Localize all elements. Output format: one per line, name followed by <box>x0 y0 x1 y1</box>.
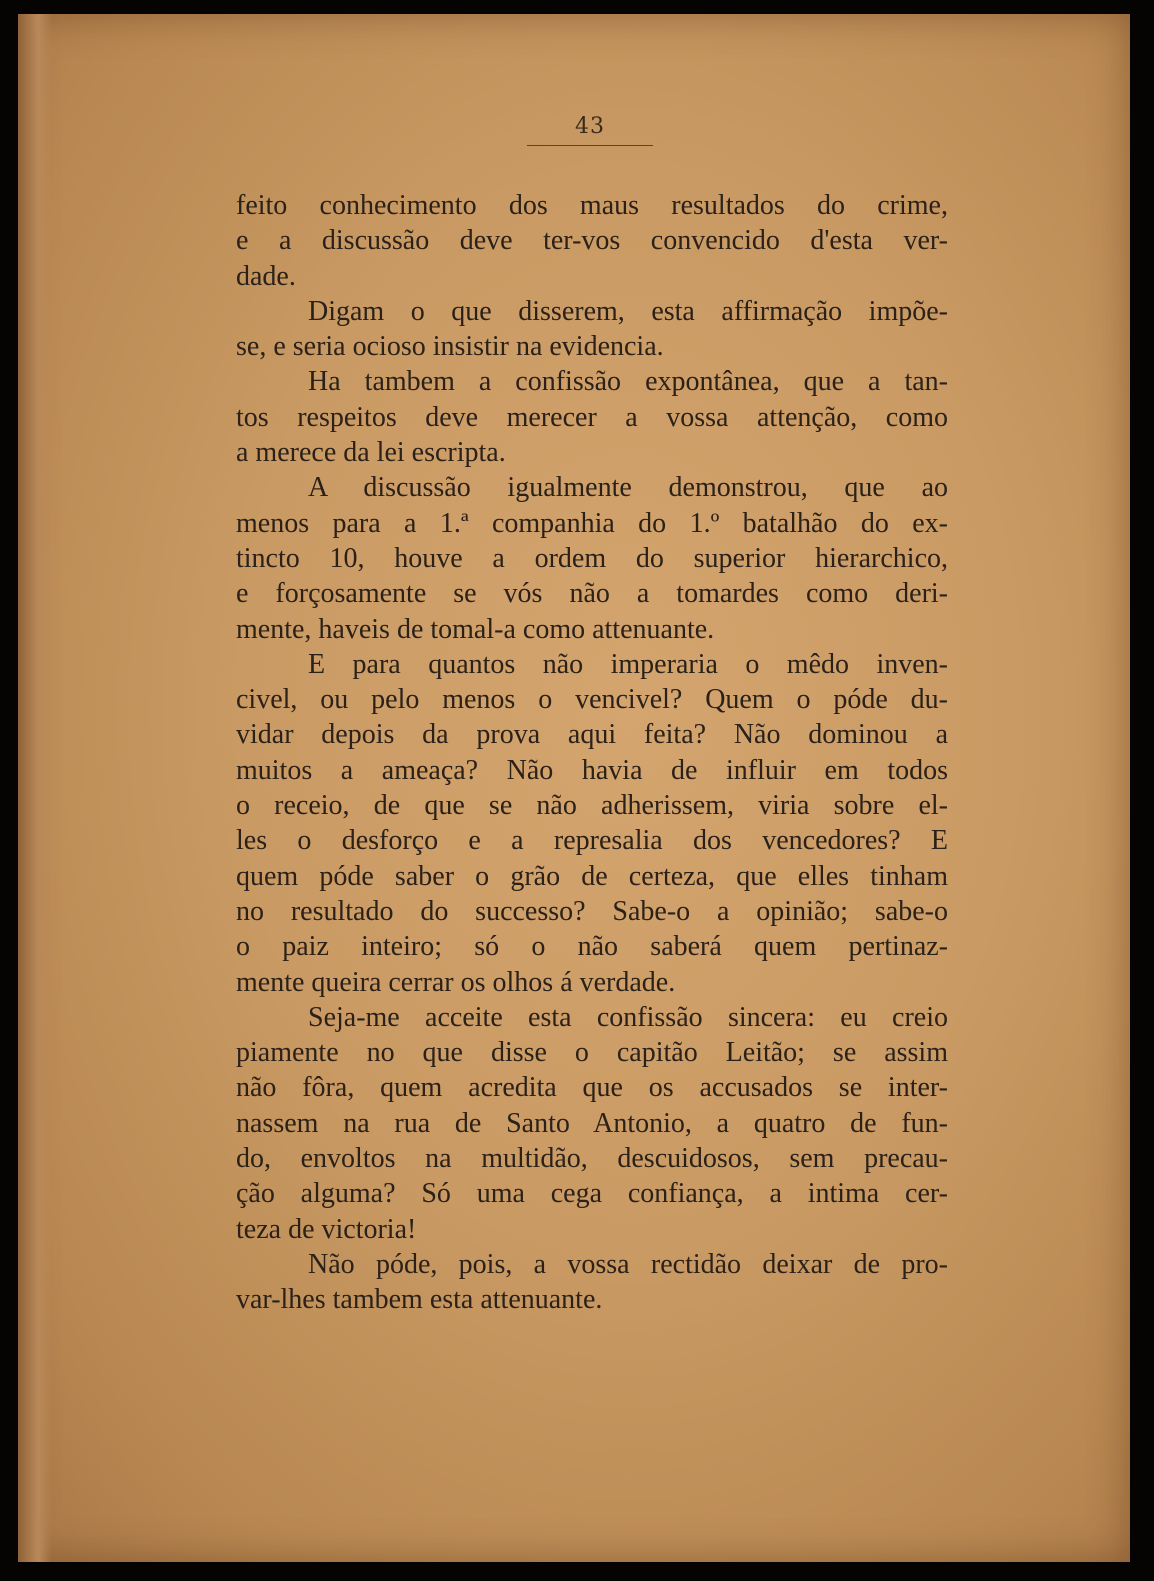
text-line: dade. <box>236 260 296 292</box>
text-line: nassem na rua de Santo Antonio, a quatro de fun- <box>236 1107 948 1139</box>
header-rule <box>527 145 653 146</box>
text-line: teza de victoria! <box>236 1213 417 1245</box>
text-line: E para quantos não imperaria o mêdo inven- <box>308 648 948 680</box>
text-line: e a discussão deve ter-vos convencido d'esta ver- <box>236 225 948 257</box>
text-line: o paiz inteiro; só o não saberá quem pertinaz- <box>236 931 948 963</box>
text-line: o receio, de que se não adherissem, viria sobre el- <box>236 790 948 822</box>
text-line: muitos a ameaça? Não havia de influir em todos <box>236 754 948 786</box>
text-line: menos para a 1.ª companhia do 1.º batalhão do ex- <box>236 507 948 539</box>
text-line: se, e seria ocioso insistir na evidencia. <box>236 331 664 363</box>
text-line: e forçosamente se vós não a tomardes como deri- <box>236 578 948 610</box>
text-line: quem póde saber o grão de certeza, que elles tinham <box>236 860 948 892</box>
text-line: a merece da lei escripta. <box>236 437 506 469</box>
text-line: tos respeitos deve merecer a vossa attenção, como <box>236 401 948 433</box>
text-line: feito conhecimento dos maus resultados do crime, <box>236 190 948 221</box>
text-line: piamente no que disse o capitão Leitão; se assim <box>236 1037 948 1069</box>
text-line: Ha tambem a confissão expontânea, que a tan- <box>308 366 948 398</box>
body-text <box>236 188 948 1318</box>
text-line: var-lhes tambem esta attenuante. <box>236 1284 603 1316</box>
text-line: tincto 10, houve a ordem do superior hierarchico, <box>236 542 948 574</box>
text-line: vidar depois da prova aqui feita? Não dominou a <box>236 719 948 751</box>
page-spine-shadow <box>18 14 52 1562</box>
text-line: Não póde, pois, a vossa rectidão deixar de pro- <box>308 1248 948 1280</box>
text-line: não fôra, quem acredita que os accusados se inter- <box>236 1072 948 1104</box>
text-line: mente queira cerrar os olhos á verdade. <box>236 966 676 998</box>
text-line: Digam o que disserem, esta affirmação impõe- <box>308 295 948 327</box>
text-line: civel, ou pelo menos o vencivel? Quem o póde du- <box>236 684 948 716</box>
page-header <box>525 114 655 146</box>
text-line: do, envoltos na multidão, descuidosos, sem precau- <box>236 1143 948 1175</box>
page-number: 43 <box>575 114 605 139</box>
text-line: A discussão igualmente demonstrou, que ao <box>308 472 948 504</box>
text-line: ção alguma? Só uma cega confiança, a intima cer- <box>236 1178 948 1210</box>
text-line: les o desforço e a represalia dos vencedores? E <box>236 825 948 857</box>
text-line: no resultado do successo? Sabe-o a opinião; sabe-o <box>236 895 948 927</box>
text-line: mente, haveis de tomal-a como attenuante. <box>236 613 715 645</box>
text-line: Seja-me acceite esta confissão sincera: eu creio <box>308 1001 948 1033</box>
